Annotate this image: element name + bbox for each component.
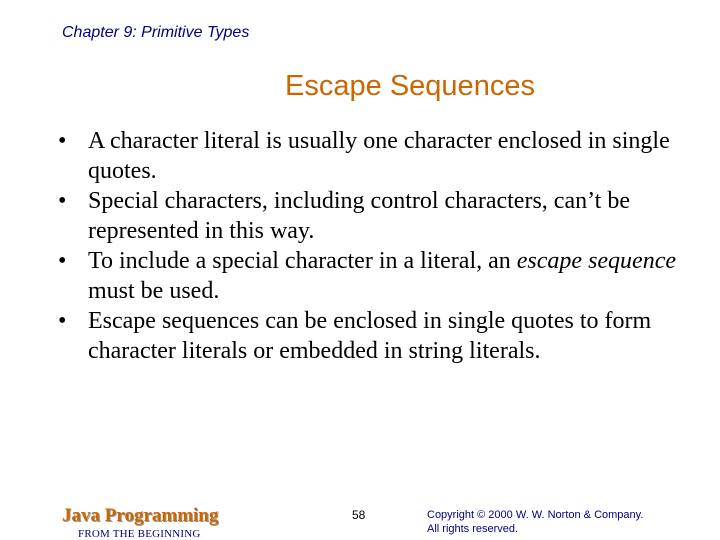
- bullet-item: [58, 186, 678, 246]
- bullet-item: [58, 246, 678, 306]
- copyright-line: Copyright © 2000 W. W. Norton & Company.: [427, 509, 644, 521]
- bullet-icon: •: [58, 308, 67, 334]
- chapter-header: Chapter 9: Primitive Types: [62, 24, 250, 41]
- bullet-list: [58, 126, 678, 366]
- slide-title: Escape Sequences: [285, 70, 535, 102]
- page-number: 58: [352, 508, 366, 522]
- book-subtitle: FROM THE BEGINNING: [78, 528, 201, 540]
- bullet-icon: •: [58, 248, 67, 274]
- copyright-notice: [427, 508, 643, 536]
- bullet-text: To include a special character in a literal, an: [88, 248, 517, 274]
- copyright-line: All rights reserved.: [427, 523, 519, 535]
- bullet-text: Escape sequences can be enclosed in single quotes to form character literals or embedded in string literals.: [88, 308, 652, 364]
- bullet-text: A character literal is usually one character enclosed in single quotes.: [88, 128, 670, 184]
- bullet-icon: •: [58, 128, 67, 154]
- bullet-text-end: must be used.: [88, 278, 220, 304]
- bullet-icon: •: [58, 188, 67, 214]
- bullet-text: Special characters, including control characters, can’t be represented in this way.: [88, 188, 630, 244]
- bullet-item: [58, 126, 678, 186]
- bullet-emphasis: escape sequence: [516, 248, 677, 274]
- book-brand: Java Programming: [62, 505, 219, 526]
- bullet-item: [58, 306, 678, 366]
